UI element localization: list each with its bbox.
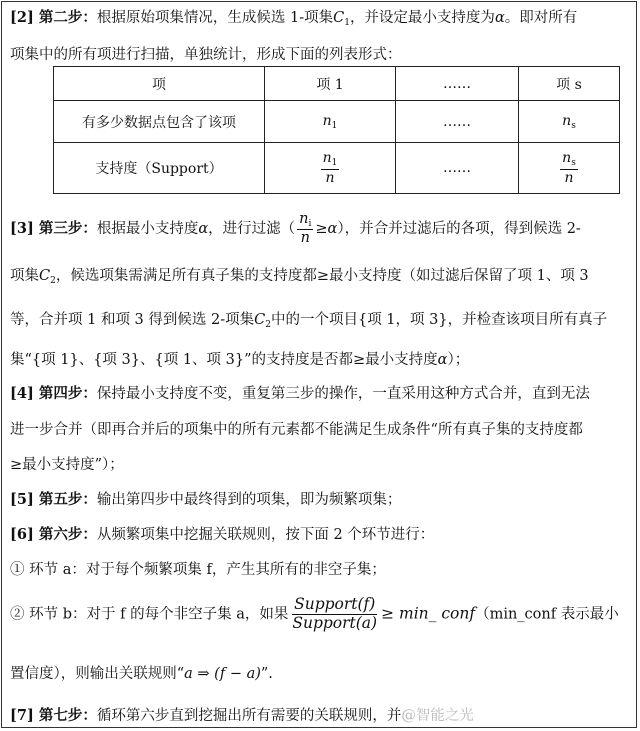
geq-symbol: ≥ bbox=[315, 221, 328, 237]
step6-line: [6] 第六步：从频繁项集中挖掘关联规则，按下面 2 个环节进行： bbox=[10, 526, 435, 543]
alpha-symbol: α bbox=[494, 10, 505, 26]
association-rule: a ⇒ (f − a) bbox=[184, 666, 261, 682]
step6-b-line: ② 环节 b：对于 f 的每个非空子集 a，如果 $\frac{\text{Support(f)}}{\text{Support(a)}}$ ≥ min_ conf（min_conf 表示最小 bbox=[10, 595, 619, 632]
step2-line2: 项集中的所有项进行扫描，单独统计，形成下面的列表形式： bbox=[10, 47, 402, 63]
step3-line3: 等，合并项 1 和项 3 得到候选 2-项集$C_2$中的一个项目{项 1，项 3}，并检查该项目所有真子 bbox=[10, 312, 608, 330]
alpha-symbol: α bbox=[198, 221, 209, 237]
candidate-set-c2: $C_2$ bbox=[254, 312, 271, 330]
table-header-row bbox=[54, 67, 620, 101]
step3-text-a: 根据最小支持度 bbox=[96, 221, 199, 237]
header-cell-item-s: 项 s bbox=[519, 67, 620, 101]
step2-title: 第二步： bbox=[38, 9, 97, 26]
table-row-support bbox=[54, 143, 620, 194]
support-n1-over-n: $\frac{n_1}{n}$ bbox=[265, 143, 396, 194]
support-ns-over-n: $\frac{n_s}{n}$ bbox=[519, 143, 620, 194]
step7-line: [7] 第七步：循环第六步直到挖掘出所有需要的关联规则，并@智能之光 bbox=[10, 707, 474, 724]
min-conf-condition: ≥ min_ conf bbox=[381, 604, 476, 623]
step6-b-line2: 置信度），则输出关联规则“a ⇒ (f − a)”. bbox=[10, 666, 273, 682]
step4-line1: [4] 第四步：保持最小支持度不变，重复第三步的操作，一直采用这种方式合并，直到无法 bbox=[10, 385, 590, 402]
step5-line: [5] 第五步：输出第四步中最终得到的项集，即为频繁项集； bbox=[10, 491, 402, 508]
step2-text-b: ，并设定最小支持度为 bbox=[349, 10, 495, 26]
row-count-label: 有多少数据点包含了该项 bbox=[54, 101, 265, 143]
step3-line2: 项集$C_2$，候选项集需满足所有真子集的支持度都≥最小支持度（如过滤后保留了项 1、项 3 bbox=[10, 268, 589, 286]
step3-text-b: ，进行过滤（ bbox=[208, 221, 296, 237]
step4-title: 第四步： bbox=[38, 385, 97, 402]
step3-line1 bbox=[10, 211, 581, 247]
count-ns: $n_s$ bbox=[519, 101, 620, 143]
watermark-text: @智能之光 bbox=[401, 708, 474, 724]
header-cell-item-1: 项 1 bbox=[265, 67, 396, 101]
step4-line2: 进一步合并（即再合并后的项集中的所有元素都不能满足生成条件“所有真子集的支持度都 bbox=[10, 422, 583, 438]
support-ellipsis: …… bbox=[396, 143, 519, 194]
step3-title: 第三步： bbox=[38, 220, 97, 237]
step4-line3: ≥最小支持度”）； bbox=[10, 457, 124, 473]
step6-title: 第六步： bbox=[38, 526, 97, 543]
step2-tag: [2] bbox=[10, 9, 39, 26]
count-n1: $n_1$ bbox=[265, 101, 396, 143]
step3-text-c: ），并合并过滤后的各项，得到候选 2- bbox=[337, 221, 581, 237]
step3-tag: [3] bbox=[10, 220, 39, 237]
alpha-symbol: α bbox=[437, 352, 448, 368]
confidence-fraction: $\frac{\text{Support(f)}}{\text{Support(a)}}$ bbox=[292, 595, 378, 632]
header-cell-item: 项 bbox=[54, 67, 265, 101]
step7-title: 第七步： bbox=[38, 707, 97, 724]
step2-text-c: 。即对所有 bbox=[504, 10, 578, 26]
count-ellipsis: …… bbox=[396, 101, 519, 143]
alpha-symbol: α bbox=[327, 221, 338, 237]
item-statistics-table bbox=[53, 66, 620, 194]
step5-title: 第五步： bbox=[38, 491, 97, 508]
filter-fraction: $\frac{n_i}{n}$ bbox=[299, 211, 312, 247]
candidate-set-c2: $C_2$ bbox=[39, 268, 56, 286]
step2-text-a: 根据原始项集情况，生成候选 1-项集 bbox=[96, 10, 334, 26]
row-support-label: 支持度（Support） bbox=[54, 143, 265, 194]
header-cell-ellipsis: …… bbox=[396, 67, 519, 101]
step6-a-line: ① 环节 a：对于每个频繁项集 f，产生其所有的非空子集； bbox=[10, 562, 386, 578]
table-row-count bbox=[54, 101, 620, 143]
step3-line4: 集“{项 1}、{项 3}、{项 1、项 3}”的支持度是否都≥最小支持度α）； bbox=[10, 352, 470, 368]
step2-line1 bbox=[10, 6, 577, 28]
candidate-set-c1: $C_1$ bbox=[333, 10, 350, 28]
